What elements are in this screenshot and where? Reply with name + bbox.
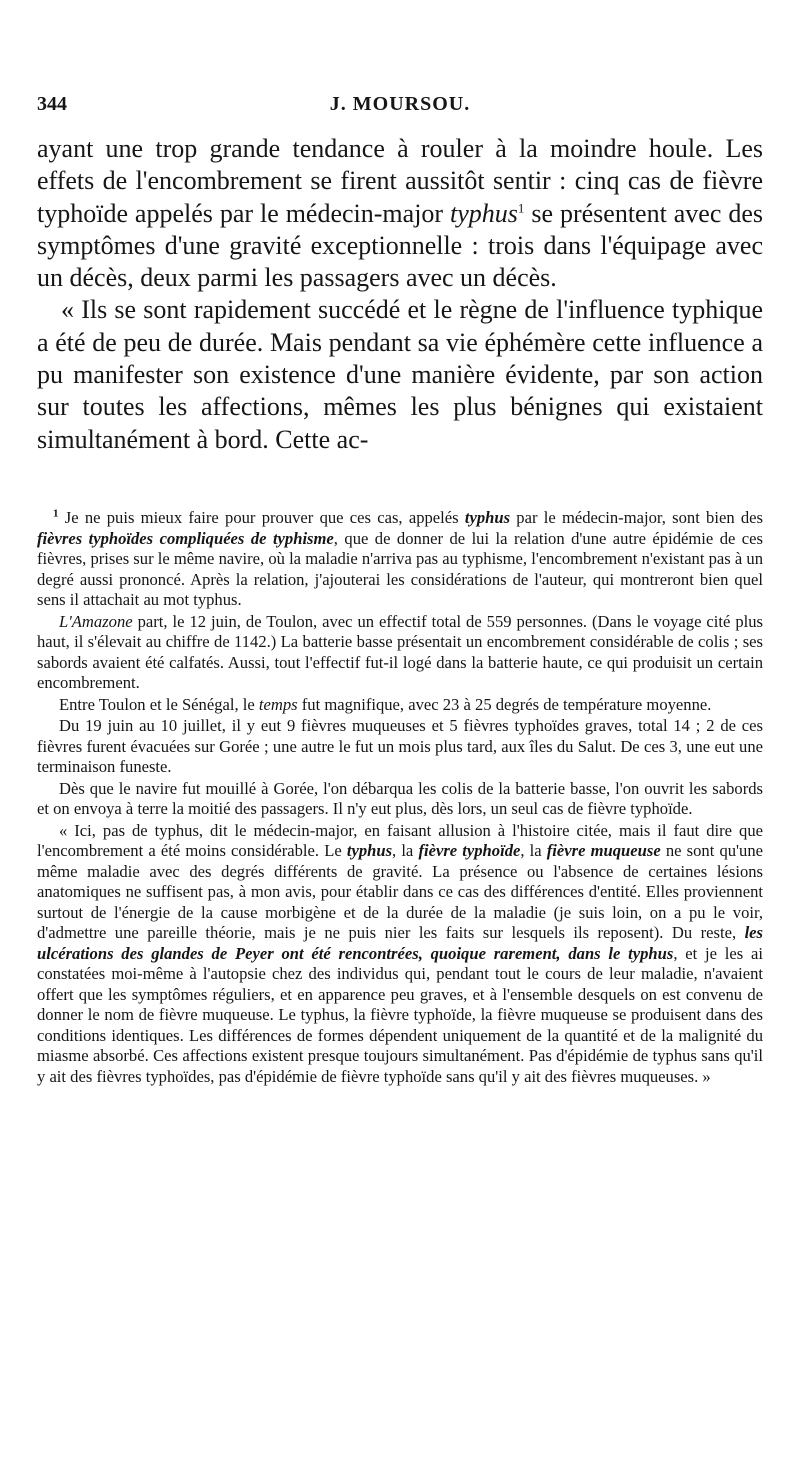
footnote-paragraph-cases: Du 19 juin au 10 juillet, il y eut 9 fièvres muqueuses et 5 fièvres typhoïdes graves, total 14 ; 2 de ces fièvres furent évacuées sur Gorée ; une autre le fut un mois plus tard, aux îles du Salut. De ces 3, une eut une terminaison funeste. xyxy=(37,716,763,776)
footnote-paragraph-quote: « Ici, pas de typhus, dit le médecin-major, en faisant allusion à l'histoire citée, mais il faut dire que l'encombrement a été moins considérable. Le typhus, la fièvre typhoïde, la fièvre muqueuse ne sont qu'une même maladie avec des degrés différents de gravité. La présence ou l'absence de certaines lésions anatomiques ne suffisent pas, à mon avis, pour établir dans ce cas des différences d'entité. Elles proviennent surtout de l'énergie de la cause morbigène et de la durée de la maladie (je suis loin, on a pu le voir, d'admettre une pareille théorie, mais je ne puis nier les faits sur lesquels ils reposent). Du reste, les ulcérations des glandes de Peyer ont été rencontrées, quoique rarement, dans le typhus, et je les ai constatées moi-même à l'autopsie chez des individus qui, pendant tout le cours de leur maladie, n'avaient offert que les symptômes réguliers, et en apparence peu graves, et à l'ensemble desquels on est convenu de donner le nom de fièvre muqueuse. Le typhus, la fièvre typhoïde, la fièvre muqueuse se produisent dans des conditions identiques. Les différences de formes dépendent uniquement de la quantité et de la malignité du miasme absorbé. Ces affections existent presque toujours simultanément. Pas d'épidémie de typhus sans qu'il y ait des fièvres typhoïdes, pas d'épidémie de fièvre typhoïde sans qu'il y ait des fièvres muqueuses. » xyxy=(37,820,764,1086)
footnote-reference[interactable]: 1 xyxy=(517,199,525,215)
footnote-paragraph-amazone: L'Amazone part, le 12 juin, de Toulon, avec un effectif total de 559 personnes. (Dans le voyage cité plus haut, il s'élevait au chiffre de 1142.) La batterie basse présentait un encombrement considérable de colis ; ses sabords avaient été calfatés. Aussi, tout l'effectif fut-il logé dans la batterie haute, ce qui produisit un certain encombrement. xyxy=(37,611,763,692)
main-paragraph-1: ayant une trop grande tendance à rouler à la moindre houle. Les effets de l'encombrement se firent aussitôt sentir : cinq cas de fièvre typhoïde appelés par le médecin-major typhus$^1$ se présentent avec des symptômes d'une gravité exceptionnelle : trois dans l'équipage avec un décès, deux parmi les passagers avec un décès. xyxy=(37,134,763,293)
typhus-term: typhus xyxy=(450,198,518,228)
page-header xyxy=(37,93,763,123)
main-text xyxy=(37,133,763,456)
page-number: 344 xyxy=(37,93,67,115)
footnote-block xyxy=(37,508,763,1088)
footnote-mark: 1 xyxy=(53,507,59,520)
running-head: J. MOURSOU. xyxy=(329,93,471,115)
main-paragraph-2: « Ils se sont rapidement succédé et le règne de l'influence typhique a été de peu de durée. Mais pendant sa vie éphémère cette influence a pu manifester son existence d'une manière évidente, par son action sur toutes les affections, mêmes les plus bénignes qui existaient simultanément à bord. Cette ac- xyxy=(37,295,763,454)
footnote-1: $^1$ Je ne puis mieux faire pour prouver que ces cas, appelés typhus par le médecin-major, sont bien des fièvres typhoïdes compliquées de typhisme, que de donner de lui la relation d'une autre épidémie de ces fièvres, prises sur le même navire, où la maladie n'arriva pas au typhisme, l'encombrement n'existant pas à un degré aussi prononcé. Après la relation, j'ajouterai les considérations de l'auteur, qui montreront bien quel sens il attachait au mot typhus. xyxy=(37,507,763,609)
footnote-paragraph-weather: Entre Toulon et le Sénégal, le temps fut magnifique, avec 23 à 25 degrés de température moyenne. xyxy=(59,694,712,714)
footnote-paragraph-goree: Dès que le navire fut mouillé à Gorée, l'on débarqua les colis de la batterie basse, l'on ouvrit les sabords et on envoya à terre la moitié des passagers. Il n'y eut plus, dès lors, un seul cas de fièvre typhoïde. xyxy=(37,778,763,818)
